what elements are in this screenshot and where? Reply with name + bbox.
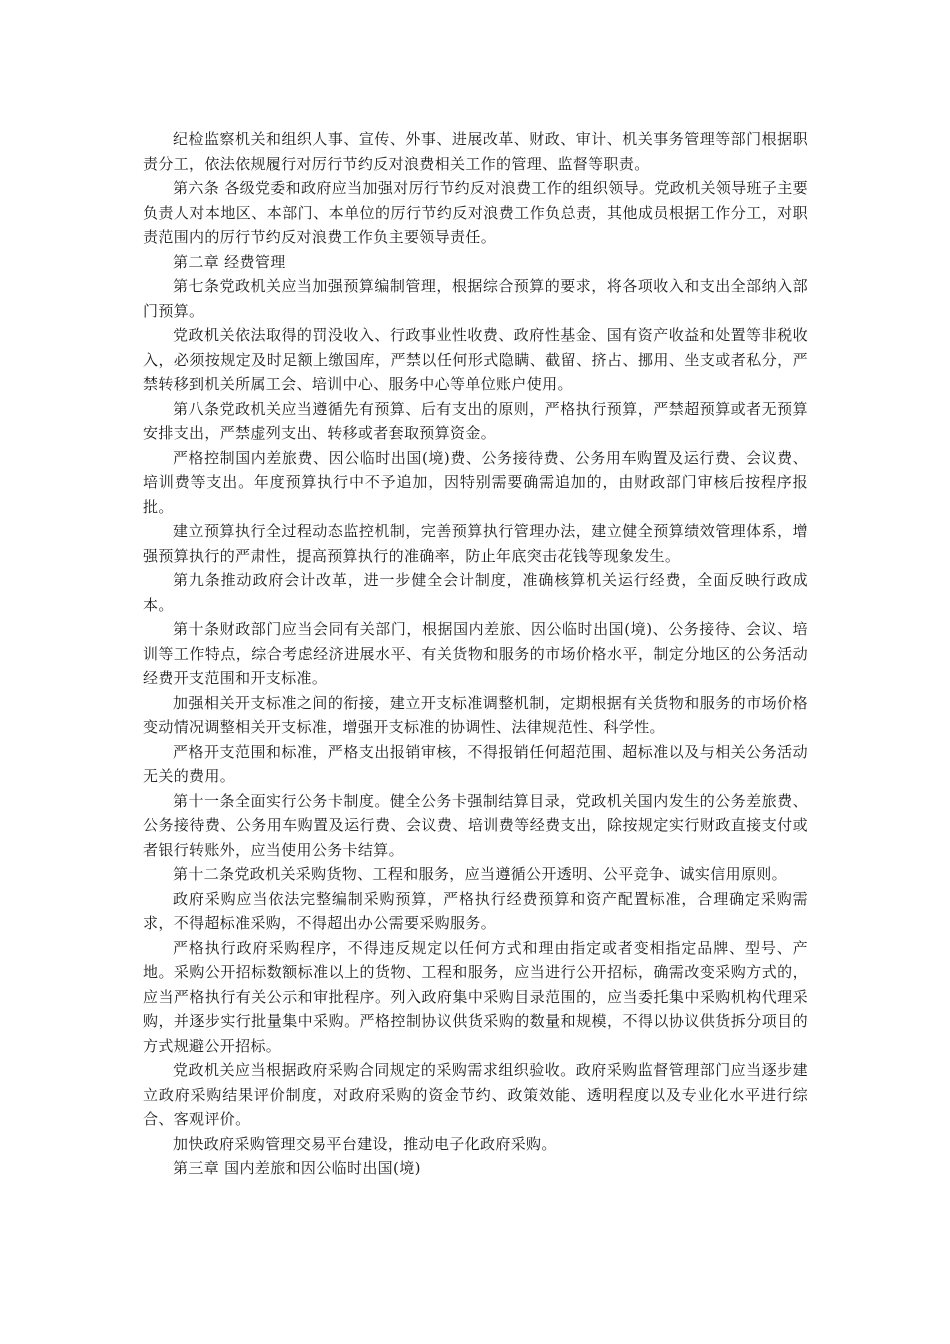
procurement-budget-paragraph: 政府采购应当依法完整编制采购预算，严格执行经费预算和资产配置标准，合理确定采购需求，不得超标准采购，不得超出办公需要采购服务。 xyxy=(143,889,808,932)
non-tax-revenue-paragraph: 党政机关依法取得的罚没收入、行政事业性收费、政府性基金、国有资产收益和处置等非税收入，必须按规定及时足额上缴国库，严禁以任何形式隐瞒、截留、挤占、挪用、坐支或者私分，严禁转移到机关所属工会、培训中心、服务中心等单位账户使用。 xyxy=(143,326,808,393)
expense-control-paragraph: 严格控制国内差旅费、因公临时出国(境)费、公务接待费、公务用车购置及运行费、会议费、培训费等支出。年度预算执行中不予追加，因特别需要确需追加的，由财政部门审核后按程序报批。 xyxy=(143,448,808,516)
article-6-paragraph: 第六条 各级党委和政府应当加强对厉行节约反对浪费工作的组织领导。党政机关领导班子主要负责人对本地区、本部门、本单位的厉行节约反对浪费工作负总责，其他成员根据工作分工，对职责范围内的厉行节约反对浪费工作负主要领导责任。 xyxy=(143,179,808,246)
procurement-evaluation-paragraph: 党政机关应当根据政府采购合同规定的采购需求组织验收。政府采购监督管理部门应当逐步建立政府采购结果评价制度，对政府采购的资金节约、政策效能、透明程度以及专业化水平进行综合、客观评价。 xyxy=(143,1061,808,1128)
article-12-paragraph: 第十二条党政机关采购货物、工程和服务，应当遵循公开透明、公平竞争、诚实信用原则。 xyxy=(173,865,788,883)
budget-monitoring-paragraph: 建立预算执行全过程动态监控机制，完善预算执行管理办法，建立健全预算绩效管理体系，增强预算执行的严肃性，提高预算执行的准确率，防止年底突击花钱等现象发生。 xyxy=(143,522,808,565)
procurement-procedure-paragraph: 严格执行政府采购程序，不得违反规定以任何方式和理由指定或者变相指定品牌、型号、产地。采购公开招标数额标准以上的货物、工程和服务，应当进行公开招标，确需改变采购方式的，应当严格执行有关公示和审批程序。列入政府集中采购目录范围的，应当委托集中采购机构代理采购，并逐步实行批量集中采购。严格控制协议供货采购的数量和规模，不得以协议供货拆分项目的方式规避公开招标。 xyxy=(143,938,808,1055)
article-9-paragraph: 第九条推动政府会计改革，进一步健全会计制度，准确核算机关运行经费，全面反映行政成本。 xyxy=(143,571,808,614)
article-7-paragraph: 第七条党政机关应当加强预算编制管理，根据综合预算的要求，将各项收入和支出全部纳入部门预算。 xyxy=(143,277,808,320)
paragraph-1: 纪检监察机关和组织人事、宣传、外事、进展改革、财政、审计、机关事务管理等部门根据职责分工，依法依规履行对厉行节约反对浪费相关工作的管理、监督等职责。 xyxy=(143,130,808,173)
chapter-2-heading: 第二章 经费管理 xyxy=(173,252,286,271)
e-procurement-paragraph: 加快政府采购管理交易平台建设，推动电子化政府采购。 xyxy=(173,1134,557,1153)
article-10-paragraph: 第十条财政部门应当会同有关部门，根据国内差旅、因公临时出国(境)、公务接待、会议、培训等工作特点，综合考虑经济进展水平、有关货物和服务的市场价格水平，制定分地区的公务活动经费开支范围和开支标准。 xyxy=(143,620,808,687)
chapter-3-heading: 第三章 国内差旅和因公临时出国(境) xyxy=(173,1159,421,1177)
article-11-paragraph: 第十一条全面实行公务卡制度。健全公务卡强制结算目录，党政机关国内发生的公务差旅费、公务接待费、公务用车购置及运行费、会议费、培训费等经费支出，除按规定实行财政直接支付或者银行转账外，应当使用公务卡结算。 xyxy=(143,791,808,859)
reimbursement-paragraph: 严格开支范围和标准，严格支出报销审核，不得报销任何超范围、超标准以及与相关公务活动无关的费用。 xyxy=(143,742,808,785)
standards-coordination-paragraph: 加强相关开支标准之间的衔接，建立开支标准调整机制，定期根据有关货物和服务的市场价格变动情况调整相关开支标准，增强开支标准的协调性、法律规范性、科学性。 xyxy=(143,693,808,736)
document-body xyxy=(143,127,808,1181)
article-8-paragraph: 第八条党政机关应当遵循先有预算、后有支出的原则，严格执行预算，严禁超预算或者无预算安排支出，严禁虚列支出、转移或者套取预算资金。 xyxy=(143,399,808,442)
